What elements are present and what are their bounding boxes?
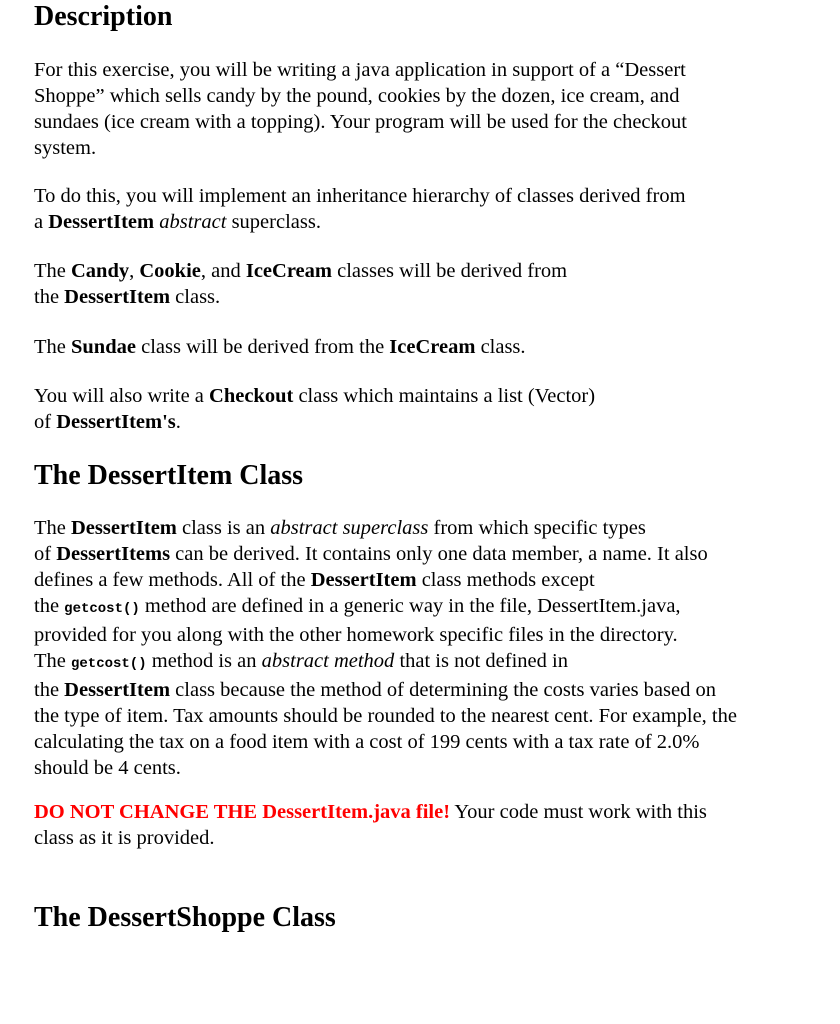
text-run: the <box>34 595 65 617</box>
heading-dessert-item-class: The DessertItem Class <box>34 460 304 491</box>
text-run: class which maintains a list (Vector) <box>293 385 596 407</box>
text-line <box>34 383 834 409</box>
text-run: can be derived. It contains only one data member, a name. It also <box>170 543 708 565</box>
text-run: DessertItem <box>64 679 171 701</box>
text-run: You will also write a <box>34 385 210 407</box>
text-run: abstract <box>159 211 227 233</box>
text-run: that is not defined in <box>394 650 568 672</box>
text-run: Your code must work with this <box>450 801 707 823</box>
paragraph-warning <box>34 799 834 851</box>
text-run: provided for you along with the other homework specific files in the directory. <box>34 624 678 646</box>
text-run: class. <box>170 286 221 308</box>
text-line <box>34 334 834 360</box>
text-run: superclass. <box>226 211 321 233</box>
text-run: IceCream <box>245 260 332 282</box>
text-run: class methods except <box>416 569 595 591</box>
paragraph-hierarchy <box>34 183 834 235</box>
text-line <box>34 703 834 729</box>
text-line <box>34 135 834 161</box>
text-run: from which specific types <box>428 517 646 539</box>
text-run: classes will be derived from <box>331 260 568 282</box>
paragraph-checkout <box>34 383 834 435</box>
text-run: Sundae <box>71 336 136 358</box>
text-run: class is an <box>176 517 271 539</box>
text-line <box>34 209 834 235</box>
text-run: Checkout <box>209 385 294 407</box>
text-run: abstract method <box>261 650 395 672</box>
text-run: DessertItem's <box>56 411 176 433</box>
text-line <box>34 284 834 310</box>
text-run: method are defined in a generic way in the file, DessertItem.java, <box>139 595 681 617</box>
text-line <box>34 799 834 825</box>
text-run: class will be derived from the <box>135 336 390 358</box>
heading-dessert-shoppe-class: The DessertShoppe Class <box>34 902 336 933</box>
inline-code: getcost() <box>71 656 147 672</box>
text-run: of <box>34 543 57 565</box>
text-run: DessertItem <box>71 517 177 539</box>
text-run: DessertItem <box>310 569 417 591</box>
text-run: The <box>34 260 71 282</box>
text-run: class as it is provided. <box>34 827 215 849</box>
text-line <box>34 677 834 703</box>
warning-text: DO NOT CHANGE THE DessertItem.java file! <box>34 801 451 823</box>
text-run: a <box>34 211 49 233</box>
text-run: system. <box>34 137 97 159</box>
inline-code: getcost() <box>64 601 140 617</box>
paragraph-sundae <box>34 334 834 360</box>
text-run: the <box>34 286 65 308</box>
text-run: The <box>34 650 71 672</box>
text-line <box>34 825 834 851</box>
text-line <box>34 648 834 677</box>
heading-description: Description <box>34 1 173 32</box>
text-run: abstract superclass <box>270 517 429 539</box>
text-run: . <box>175 411 181 433</box>
text-run: method is an <box>146 650 262 672</box>
text-run: should be 4 cents. <box>34 757 181 779</box>
text-line <box>34 57 834 83</box>
text-run: The <box>34 336 71 358</box>
text-line <box>34 541 834 567</box>
text-run: class because the method of determining the costs varies based on <box>170 679 716 701</box>
text-line <box>34 729 834 755</box>
text-run: sundaes (ice cream with a topping). Your program will be used for the checkout <box>34 111 687 133</box>
text-line <box>34 515 834 541</box>
text-line <box>34 109 834 135</box>
text-line <box>34 567 834 593</box>
text-run: For this exercise, you will be writing a java application in support of a “Dessert <box>34 59 686 81</box>
text-run: calculating the tax on a food item with a cost of 199 cents with a tax rate of 2.0% <box>34 731 700 753</box>
text-run: the <box>34 679 65 701</box>
text-run: of <box>34 411 57 433</box>
text-line <box>34 622 834 648</box>
text-line <box>34 183 834 209</box>
text-run: IceCream <box>389 336 476 358</box>
text-line <box>34 755 834 781</box>
text-line <box>34 83 834 109</box>
text-run: Shoppe” which sells candy by the pound, cookies by the dozen, ice cream, and <box>34 85 680 107</box>
text-run: , and <box>200 260 246 282</box>
text-line <box>34 409 834 435</box>
paragraph-derived-classes <box>34 258 834 310</box>
text-run: DessertItem <box>48 211 155 233</box>
text-run: DessertItems <box>56 543 171 565</box>
text-run: defines a few methods. All of the <box>34 569 311 591</box>
text-run: To do this, you will implement an inheritance hierarchy of classes derived from <box>34 185 686 207</box>
text-run: Candy <box>71 260 130 282</box>
text-run: DessertItem <box>64 286 171 308</box>
text-run: The <box>34 517 71 539</box>
text-line <box>34 593 834 622</box>
text-run: class. <box>475 336 526 358</box>
text-line <box>34 258 834 284</box>
paragraph-dessert-item <box>34 515 834 781</box>
text-run: Cookie <box>139 260 201 282</box>
text-run: , <box>129 260 140 282</box>
text-run: the type of item. Tax amounts should be rounded to the nearest cent. For example, the <box>34 705 737 727</box>
paragraph-intro <box>34 57 834 161</box>
